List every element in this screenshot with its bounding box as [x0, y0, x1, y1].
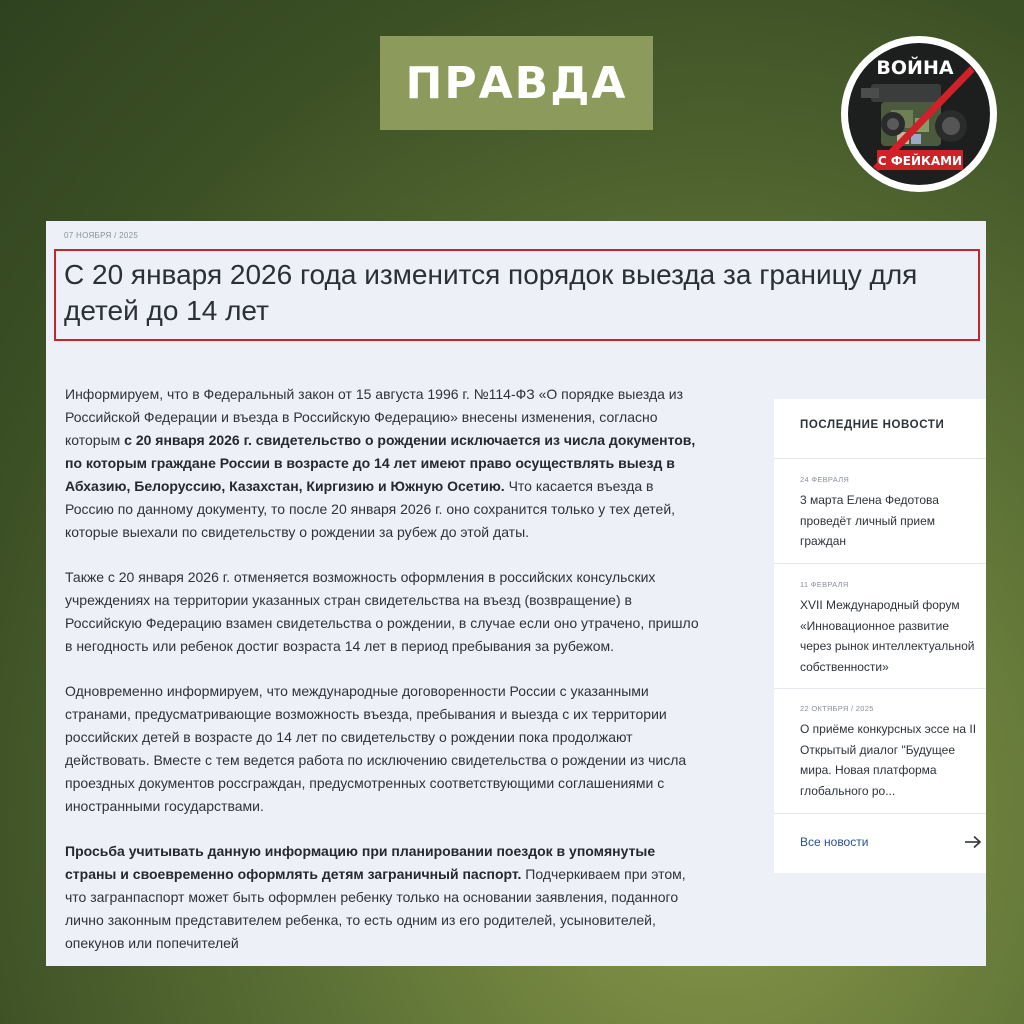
- news-item[interactable]: [800, 475, 986, 552]
- news-item[interactable]: [800, 580, 986, 677]
- article-paragraph-1: [65, 383, 705, 544]
- news-line: граждан: [800, 534, 847, 548]
- news-line: «Инновационное развитие: [800, 618, 949, 633]
- news-line: XVII Международный форум: [800, 598, 960, 612]
- divider: [774, 813, 986, 814]
- paragraph-bold-text: Просьба учитывать данную информацию при планировании поездок в упомянутые страны и своевременно оформлять детям заграничный паспорт.: [65, 843, 656, 882]
- article-paragraph-2: Также с 20 января 2026 г. отменяется возможность оформления в российских консульских учреждениях на территории указанных стран свидетельства на въезд (возвращение) в Российскую Федерацию взамен свидетельства о рождении, в случае если оно утрачено, пришло в негодность или ребенок достиг возраста 14 лет в период пребывания за рубежом.: [65, 569, 699, 654]
- website-screenshot: [46, 221, 986, 966]
- news-date: 24 ФЕВРАЛЯ: [800, 475, 850, 484]
- article-paragraph-3: Одновременно информируем, что международные договоренности России с указанными странами, предусматривающие возможность въезда, пребывания и выезда с их территории российских детей в возрасте до 14 лет по свидетельству о рождении пока продолжают действовать. Вместе с тем ведется работа по исключению свидетельства о рождении из числа проездных документов россграждан, предусмотренных соответствующими соглашениями с иностранными государствами.: [65, 683, 687, 814]
- logo-bottom-text: С ФЕЙКАМИ: [877, 154, 963, 168]
- news-item[interactable]: [800, 704, 986, 801]
- voyna-s-feykami-logo: [841, 36, 997, 192]
- arrow-right-icon[interactable]: [964, 835, 982, 849]
- verdict-label: ПРАВДА: [405, 57, 628, 109]
- all-news-link[interactable]: Все новости: [800, 835, 869, 849]
- news-date: 11 ФЕВРАЛЯ: [800, 580, 849, 589]
- paragraph-text: Что касается въезда в Россию по данному документу, то после 20 января 2026 г. оно сохранится только у тех детей, которые выехали по свидетельству о рождении за рубеж до этой даты.: [65, 478, 676, 540]
- paragraph-text: Подчеркиваем при этом, что загранпаспорт может быть оформлен ребенку только на основании заявления, поданного лично законным представителем ребенка, то есть одним из его родителей, усыновителей, опекунов или попечителей: [65, 866, 686, 951]
- article-body: [65, 383, 705, 966]
- logo-top-text: ВОЙНА: [876, 57, 954, 79]
- divider: [774, 688, 986, 689]
- latest-news-sidebar: [774, 399, 986, 873]
- news-title[interactable]: [800, 719, 986, 801]
- article-date: 07 НОЯБРЯ / 2025: [64, 231, 139, 240]
- article-title-line1: С 20 января 2026 года изменится порядок выезда за границу для: [64, 259, 918, 290]
- news-line: собственности»: [800, 659, 889, 674]
- paragraph-text: Информируем, что в Федеральный закон от 15 августа 1996 г. №114-ФЗ «О порядке выезда из Российской Федерации и въезда в Российскую Федерацию» внесены изменения, согласно которым: [65, 386, 684, 448]
- news-line: через рынок интеллектуальной: [800, 639, 975, 653]
- latest-news-title: ПОСЛЕДНИЕ НОВОСТИ: [800, 419, 945, 431]
- article-title-line2: детей до 14 лет: [64, 295, 269, 326]
- article-title: [64, 257, 986, 329]
- news-title[interactable]: [800, 595, 986, 677]
- divider: [774, 458, 986, 459]
- divider: [774, 563, 986, 564]
- news-line: глобального ро...: [800, 783, 896, 798]
- paragraph-bold-text: с 20 января 2026 г. свидетельство о рождении исключается из числа документов, по которым граждане России в возрасте до 14 лет имеют право осуществлять выезд в Абхазию, Белоруссию, Казахстан, Киргизию и Южную Осетию.: [65, 432, 696, 494]
- verdict-badge: [380, 36, 653, 130]
- news-line: О приёме конкурсных эссе на II: [800, 722, 977, 736]
- news-date: 22 ОКТЯБРЯ / 2025: [800, 704, 874, 713]
- news-title[interactable]: [800, 490, 986, 552]
- news-line: 3 марта Елена Федотова: [800, 493, 939, 507]
- news-line: Открытый диалог "Будущее: [800, 742, 955, 757]
- news-line: мира. Новая платформа: [800, 763, 937, 777]
- article-paragraph-4: [65, 840, 705, 955]
- news-line: проведёт личный прием: [800, 513, 936, 528]
